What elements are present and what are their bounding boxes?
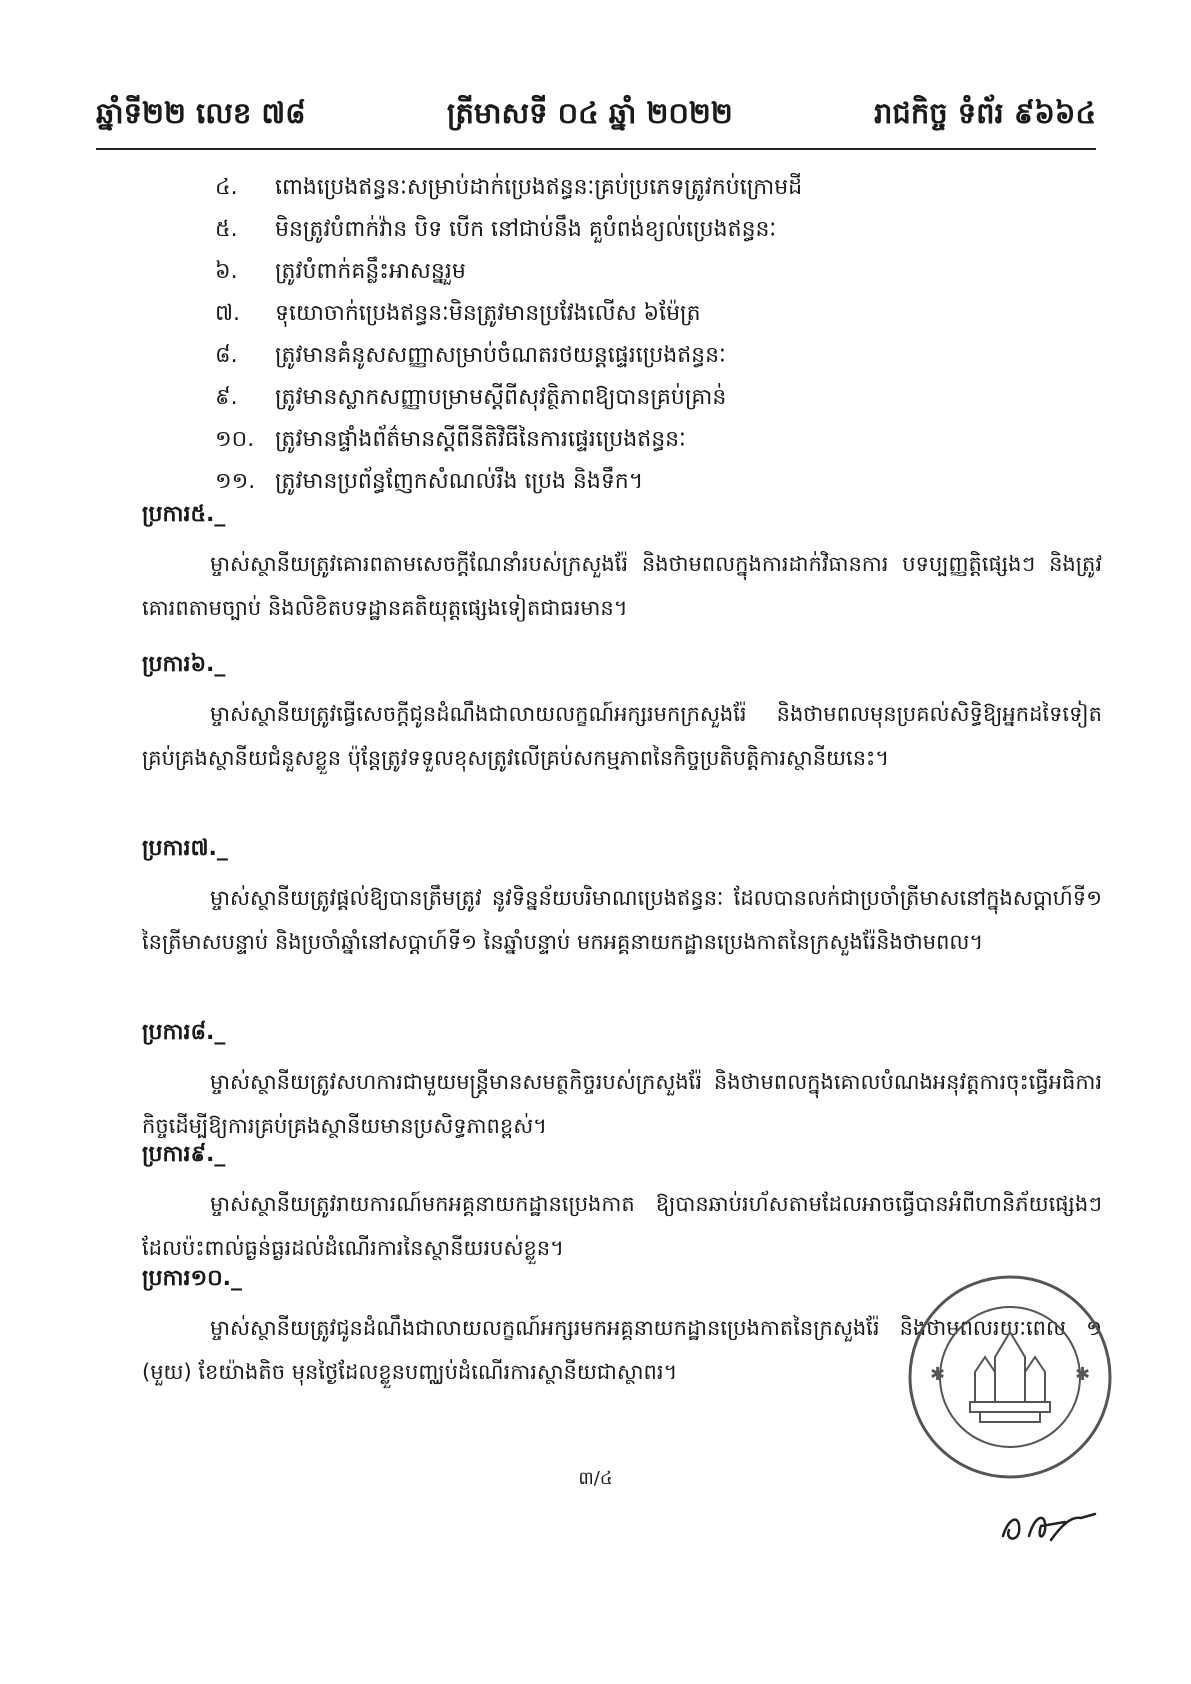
list-item — [215, 420, 1075, 462]
list-item-text: មិនត្រូវបំពាក់វ៉ាន បិទ បើក នៅជាប់នឹង គួបំពង់ខ្យល់ប្រេងឥន្ធនៈ — [275, 217, 777, 242]
article-body: ម្ចាស់ស្ថានីយត្រូវគោរពតាមសេចក្តីណែនាំរបស់ក្រសួងរ៉ែ និងថាមពលក្នុងការដាក់វិធានការ បទប្បញ្ញត្តិផ្សេងៗ និងត្រូវគោរពតាមច្បាប់ និងលិខិតបទដ្ឋានគតិយុត្តផ្សេងទៀតជាធរមាន។ — [142, 552, 1102, 620]
requirements-list — [215, 168, 1075, 504]
article-9 — [142, 1138, 1102, 1270]
list-item-number: ៤. — [215, 175, 238, 200]
article-title: ប្រការ៧._ — [142, 836, 228, 861]
article-body: ម្ចាស់ស្ថានីយត្រូវសហការជាមួយមន្ត្រីមានសមត្ថកិច្ចរបស់ក្រសួងរ៉ែ និងថាមពលក្នុងគោលបំណងអនុវត្តការចុះធ្វើអធិការកិច្ចដើម្បីឱ្យការគ្រប់គ្រងស្ថានីយមានប្រសិទ្ធភាពខ្ពស់។ — [142, 1070, 1102, 1138]
article-title: ប្រការ៥._ — [142, 502, 226, 527]
article-body: ម្ចាស់ស្ថានីយត្រូវជូនដំណឹងជាលាយលក្ខណ៍អក្សរមកអគ្គនាយកដ្ឋានប្រេងកាតនៃក្រសួងរ៉ែ និងថាមពលរយៈពេល ១ (មួយ) ខែយ៉ាងតិច មុនថ្ងៃដែលខ្លួនបញ្ឈប់ដំណើរការស្ថានីយជាស្ថាពរ។ — [142, 1316, 1102, 1384]
article-5 — [142, 498, 1102, 630]
list-item-number: ៥. — [215, 217, 238, 242]
article-title: ប្រការ១០._ — [142, 1266, 243, 1291]
official-seal-icon — [900, 1262, 1120, 1492]
list-item — [215, 210, 1075, 252]
article-7 — [142, 832, 1102, 964]
header-rule — [96, 148, 1096, 150]
list-item-number: ៧. — [215, 301, 241, 326]
article-body: ម្ចាស់ស្ថានីយត្រូវធ្វើសេចក្តីជូនដំណឹងជាលាយលក្ខណ៍អក្សរមកក្រសួងរ៉ែ និងថាមពលមុនប្រគល់សិទ្ធិឱ្យអ្នកដទៃទៀតគ្រប់គ្រងស្ថានីយជំនួសខ្លួន ប៉ុន្តែត្រូវទទួលខុសត្រូវលើគ្រប់សកម្មភាពនៃកិច្ចប្រតិបត្តិការស្ថានីយនេះ។ — [142, 702, 1102, 770]
article-title: ប្រការ៩._ — [142, 1142, 226, 1167]
list-item-number: ៩. — [215, 385, 238, 410]
svg-text:✱: ✱ — [930, 1364, 946, 1385]
list-item-text: ទុយោចាក់ប្រេងឥន្ធនៈមិនត្រូវមានប្រវែងលើស ៦ម៉ែត្រ — [275, 301, 701, 326]
list-item — [215, 378, 1075, 420]
list-item-text: ត្រូវមានផ្ទាំងព័ត៌មានស្តីពីនីតិវិធីនៃការផ្ទេរប្រេងឥន្ធនៈ — [275, 427, 686, 452]
signature-icon — [995, 1496, 1105, 1552]
list-item — [215, 252, 1075, 294]
header-issue: ឆ្នាំទី២២ លេខ ៧៨ — [96, 96, 306, 130]
header-quarter: ត្រីមាសទី ០៤ ឆ្នាំ ២០២២ — [446, 96, 733, 130]
article-body: ម្ចាស់ស្ថានីយត្រូវរាយការណ៍មកអគ្គនាយកដ្ឋានប្រេងកាត ឱ្យបានឆាប់រហ័សតាមដែលអាចធ្វើបានអំពីហានិភ័យផ្សេងៗដែលប៉ះពាល់ធ្ងន់ធ្ងរដល់ដំណើរការនៃស្ថានីយរបស់ខ្លួន។ — [142, 1192, 1102, 1260]
list-item-number: ៦. — [215, 259, 238, 284]
list-item — [215, 168, 1075, 210]
article-6 — [142, 648, 1102, 780]
page-header — [96, 88, 1096, 138]
svg-text:✱: ✱ — [1075, 1364, 1091, 1385]
article-title: ប្រការ៨._ — [142, 1020, 226, 1045]
list-item-text: ត្រូវមានស្លាកសញ្ញាបម្រាមស្តីពីសុវត្ថិភាពឱ្យបានគ្រប់គ្រាន់ — [275, 385, 727, 410]
list-item-number: ៨. — [215, 343, 238, 368]
article-body: ម្ចាស់ស្ថានីយត្រូវផ្តល់ឱ្យបានត្រឹមត្រូវ នូវទិន្នន័យបរិមាណប្រេងឥន្ធនៈ ដែលបានលក់ជាប្រចាំត្រីមាសនៅក្នុងសប្តាហ៍ទី១ នៃត្រីមាសបន្ទាប់ និងប្រចាំឆ្នាំនៅសប្តាហ៍ទី១ នៃឆ្នាំបន្ទាប់ មកអគ្គនាយកដ្ឋានប្រេងកាតនៃក្រសួងរ៉ែនិងថាមពល។ — [142, 886, 1102, 954]
list-item-text: ត្រូវមានប្រព័ន្ធញែកសំណល់រឹង ប្រេង និងទឹក។ — [275, 469, 644, 494]
article-8 — [142, 1016, 1102, 1148]
header-page-ref: រាជកិច្ច ទំព័រ ៩៦៦៤ — [874, 96, 1096, 130]
list-item-number: ១០. — [215, 427, 255, 452]
list-item-text: ត្រូវមានគំនូសសញ្ញាសម្រាប់ចំណតរថយន្តផ្ទេរប្រេងឥន្ធនៈ — [275, 343, 726, 368]
list-item-number: ១១. — [215, 469, 256, 494]
list-item — [215, 294, 1075, 336]
list-item-text: ពោងប្រេងឥន្ធនៈសម្រាប់ដាក់ប្រេងឥន្ធនៈគ្រប់ប្រភេទត្រូវកប់ក្រោមដី — [275, 175, 803, 200]
list-item-text: ត្រូវបំពាក់គន្លឹះអាសន្នរួម — [275, 259, 466, 284]
page-number: ៣/៤ — [578, 1468, 613, 1489]
list-item — [215, 336, 1075, 378]
article-title: ប្រការ៦._ — [142, 652, 226, 677]
